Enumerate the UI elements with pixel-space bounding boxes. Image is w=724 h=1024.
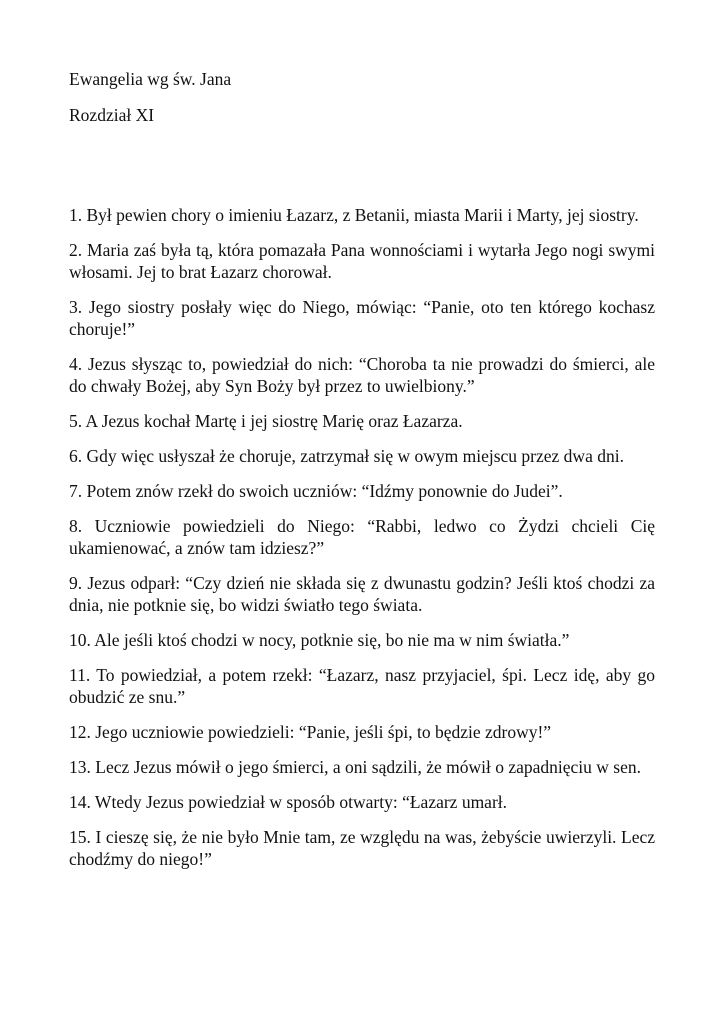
verse-11: 11. To powiedział, a potem rzekł: “Łazarz, nasz przyjaciel, śpi. Lecz idę, aby go obudzić ze snu.” [69,665,655,707]
verse-list [69,204,655,870]
verse-12: 12. Jego uczniowie powiedzieli: “Panie, jeśli śpi, to będzie zdrowy!” [69,722,552,742]
verse-8: 8. Uczniowie powiedzieli do Niego: “Rabbi, ledwo co Żydzi chcieli Cię ukamienować, a znów tam idziesz?” [69,516,655,558]
verse-4: 4. Jezus słysząc to, powiedział do nich: “Choroba ta nie prowadzi do śmierci, ale do chwały Bożej, aby Syn Boży był przez to uwielbiony.” [69,354,655,396]
chapter-title: Rozdział XI [69,105,155,125]
verse-15: 15. I cieszę się, że nie było Mnie tam, ze względu na was, żebyście uwierzyli. Lecz chodźmy do niego!” [69,827,655,869]
verse-10: 10. Ale jeśli ktoś chodzi w nocy, potknie się, bo nie ma w nim światła.” [69,630,570,650]
verse-9: 9. Jezus odparł: “Czy dzień nie składa się z dwunastu godzin? Jeśli ktoś chodzi za dnia, nie potknie się, bo widzi światło tego świata. [69,573,655,615]
verse-3: 3. Jego siostry posłały więc do Niego, mówiąc: “Panie, oto ten którego kochasz choruje!” [69,297,655,339]
verse-2: 2. Maria zaś była tą, która pomazała Pana wonnościami i wytarła Jego nogi swymi włosami. Jej to brat Łazarz chorował. [69,240,655,282]
book-title: Ewangelia wg św. Jana [69,69,232,89]
document-page [69,68,655,883]
verse-13: 13. Lecz Jezus mówił o jego śmierci, a oni sądzili, że mówił o zapadnięciu w sen. [69,757,641,777]
verse-1: 1. Był pewien chory o imieniu Łazarz, z Betanii, miasta Marii i Marty, jej siostry. [69,205,639,225]
verse-14: 14. Wtedy Jezus powiedział w sposób otwarty: “Łazarz umarł. [69,792,508,812]
verse-6: 6. Gdy więc usłyszał że choruje, zatrzymał się w owym miejscu przez dwa dni. [69,446,624,466]
verse-5: 5. A Jezus kochał Martę i jej siostrę Marię oraz Łazarza. [69,411,463,431]
verse-7: 7. Potem znów rzekł do swoich uczniów: “Idźmy ponownie do Judei”. [69,481,563,501]
